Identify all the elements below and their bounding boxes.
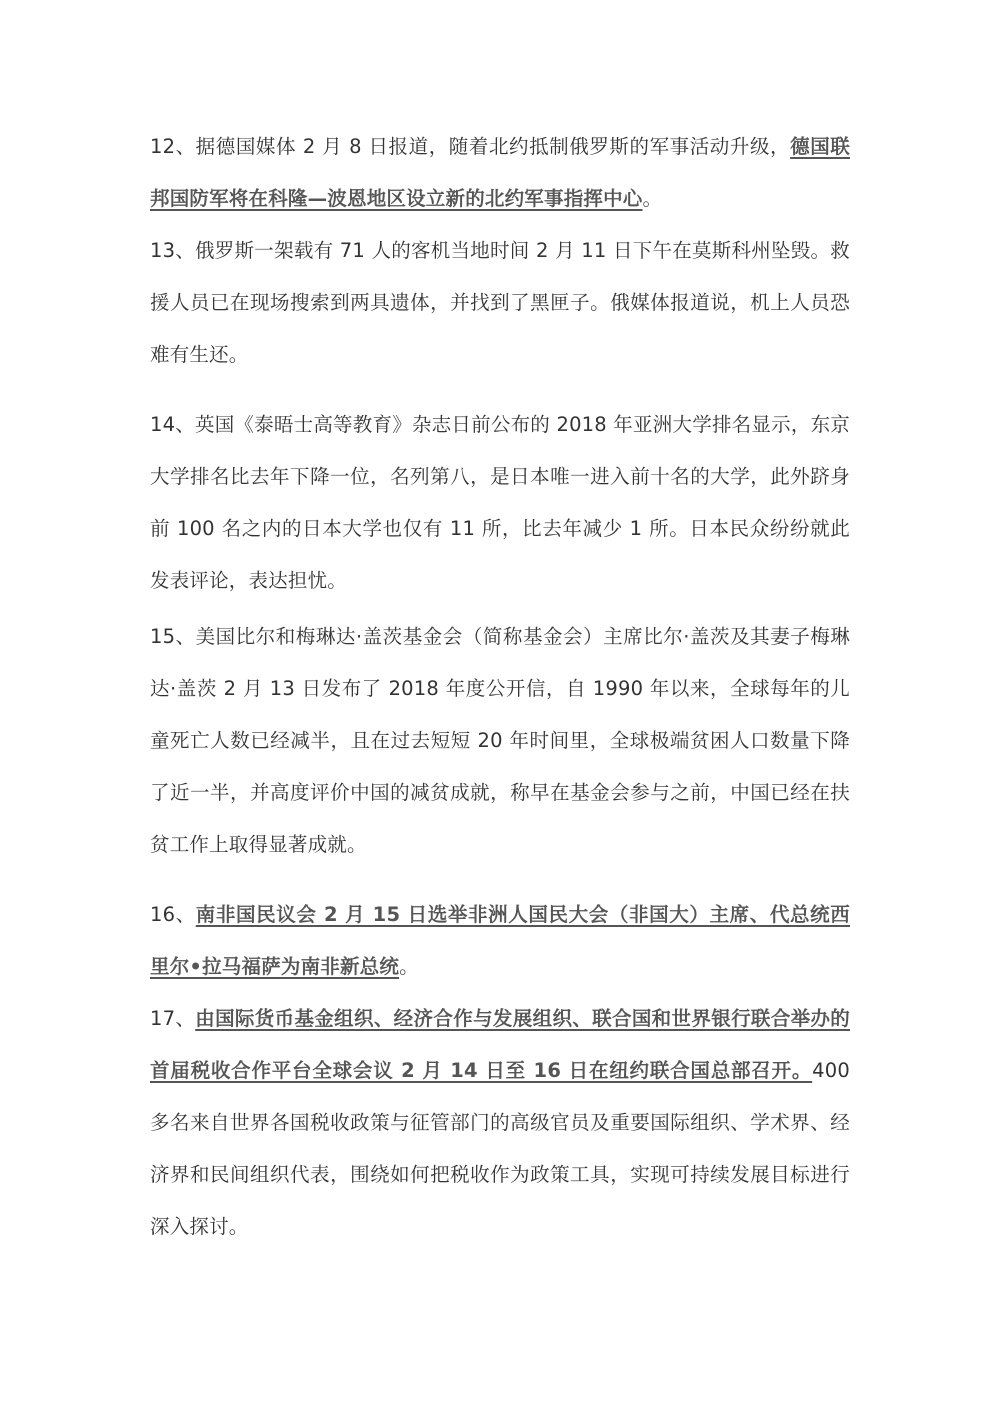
news-item-16: [150, 889, 850, 993]
news-item-14: [150, 399, 850, 607]
item-text: 17、: [150, 1007, 196, 1030]
item-text: 14、英国《泰晤士高等教育》杂志日前公布的 2018 年亚洲大学排名显示，东京大学排名比去年下降一位，名列第八，是日本唯一进入前十名的大学，此外跻身前 100 名之内的日本大学也仅有 11 所，比去年减少 1 所。日本民众纷纷就此发表评论，表达担忧。: [150, 413, 850, 592]
item-text: 15、美国比尔和梅琳达·盖茨基金会（简称基金会）主席比尔·盖茨及其妻子梅琳达·盖茨 2 月 13 日发布了 2018 年度公开信，自 1990 年以来，全球每年的儿童死亡人数已经减半，且在过去短短 20 年时间里，全球极端贫困人口数量下降了近一半，并高度评价中国的减贫成就，称早在基金会参与之前，中国已经在扶贫工作上取得显著成就。: [150, 625, 850, 856]
item-text: 13、俄罗斯一架载有 71 人的客机当地时间 2 月 11 日下午在莫斯科州坠毁。救援人员已在现场搜索到两具遗体，并找到了黑匣子。俄媒体报道说，机上人员恐难有生还。: [150, 239, 850, 366]
item-highlight: 南非国民议会 2 月 15 日选举非洲人国民大会（非国大）主席、代总统西里尔•拉马福萨为南非新总统: [150, 903, 851, 978]
news-item-12: [150, 121, 850, 225]
item-suffix: 。: [642, 187, 663, 210]
item-text: 16、: [150, 903, 196, 926]
item-suffix: 。: [399, 955, 419, 978]
item-highlight: 德国联邦国防军将在科隆—波恩地区设立新的北约军事指挥中心: [150, 135, 850, 210]
news-item-15: [150, 611, 850, 871]
news-item-17: [150, 993, 850, 1253]
item-highlight: 由国际货币基金组织、经济合作与发展组织、联合国和世界银行联合举办的首届税收合作平台全球会议 2 月 14 日至 16 日在纽约联合国总部召开。: [150, 1007, 850, 1082]
item-text: 12、据德国媒体 2 月 8 日报道，随着北约抵制俄罗斯的军事活动升级，: [150, 135, 791, 158]
item-suffix: 400 多名来自世界各国税收政策与征管部门的高级官员及重要国际组织、学术界、经济界和民间组织代表，围绕如何把税收作为政策工具，实现可持续发展目标进行深入探讨。: [150, 1059, 850, 1238]
document-page: [150, 121, 850, 1253]
news-item-13: [150, 225, 850, 381]
